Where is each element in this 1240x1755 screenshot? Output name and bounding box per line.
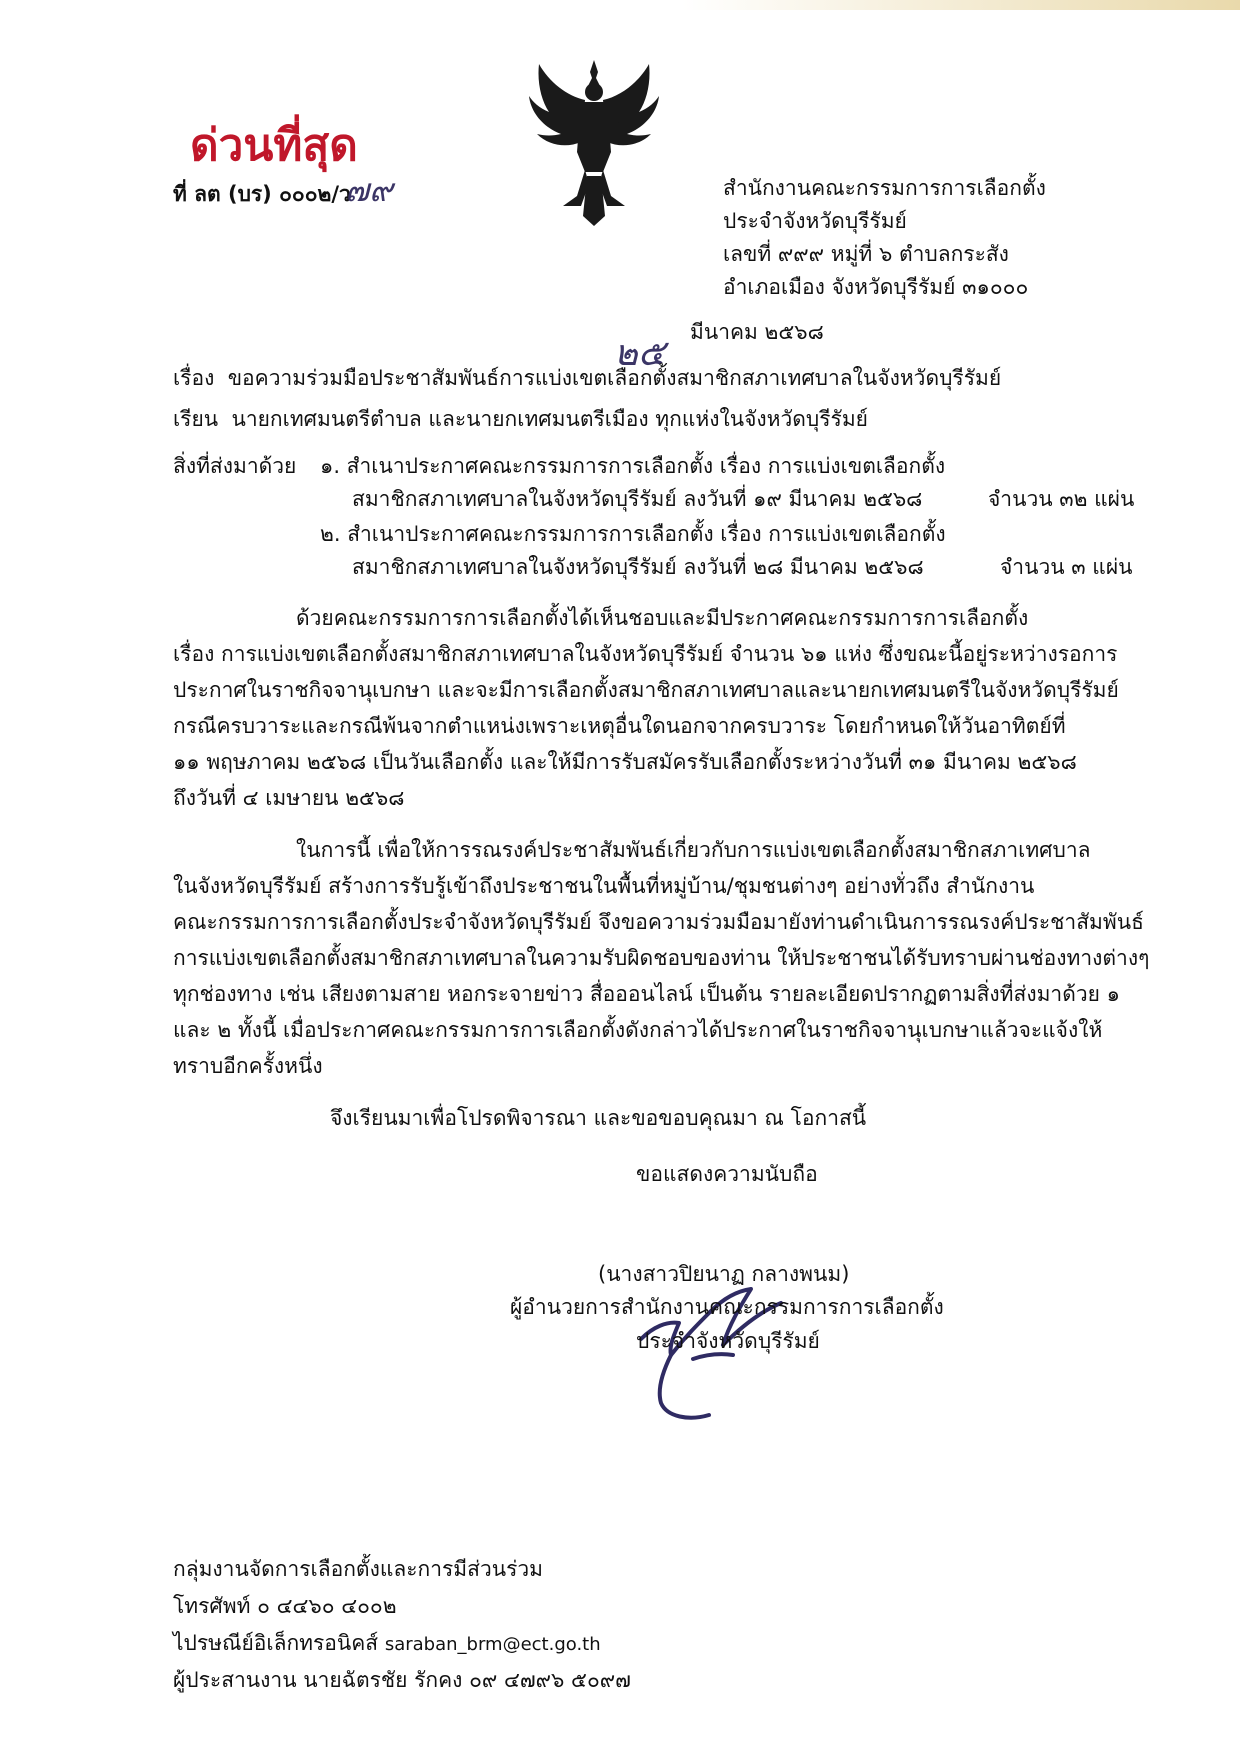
addressee-text: นายกเทศมนตรีตำบล และนายกเทศมนตรีเมือง ทุกแห่งในจังหวัดบุรีรัมย์ [231, 407, 868, 431]
body-para1-line-3: ประกาศในราชกิจจานุเบกษา และจะมีการเลือกตั้งสมาชิกสภาเทศบาลและนายกเทศมนตรีในจังหวัดบุรีรัมย์ [173, 678, 1119, 702]
attachment-2-line-2: สมาชิกสภาเทศบาลในจังหวัดบุรีรัมย์ ลงวันที่ ๒๘ มีนาคม ๒๕๖๘ [352, 555, 924, 579]
addressee-line [173, 405, 868, 433]
footer-coordinator: ผู้ประสานงาน นายฉัตรชัย รักคง ๐๙ ๔๗๙๖ ๕๐๙๗ [173, 1668, 631, 1692]
signatory-position-2: ประจำจังหวัดบุรีรัมย์ [636, 1329, 820, 1353]
date-month-year: มีนาคม ๒๕๖๘ [690, 320, 824, 344]
body-para2-line-5: ทุกช่องทาง เช่น เสียงตามสาย หอกระจายข่าว สื่อออนไลน์ เป็นต้น รายละเอียดปรากฏตามสิ่งที่ส่งมาด้วย ๑ [173, 982, 1120, 1006]
handwritten-date-day: ๒๕ [614, 333, 665, 374]
body-para2-line-1: ในการนี้ เพื่อให้การรณรงค์ประชาสัมพันธ์เกี่ยวกับการแบ่งเขตเลือกตั้งสมาชิกสภาเทศบาล [296, 838, 1091, 862]
garuda-emblem-icon [527, 56, 661, 228]
subject-text: ขอความร่วมมือประชาสัมพันธ์การแบ่งเขตเลือกตั้งสมาชิกสภาเทศบาลในจังหวัดบุรีรัมย์ [227, 366, 1002, 390]
body-para1-line-2: เรื่อง การแบ่งเขตเลือกตั้งสมาชิกสภาเทศบาลในจังหวัดบุรีรัมย์ จำนวน ๖๑ แห่ง ซึ่งขณะนี้อยู่ระหว่างรอการ [173, 642, 1118, 666]
attachments-label: สิ่งที่ส่งมาด้วย [173, 454, 297, 478]
footer-phone: โทรศัพท์ ๐ ๔๔๖๐ ๔๐๐๒ [173, 1594, 397, 1618]
body-para2-line-3: คณะกรรมการการเลือกตั้งประจำจังหวัดบุรีรัมย์ จึงขอความร่วมมือมายังท่านดำเนินการรณรงค์ประชาสัมพันธ์ [173, 910, 1144, 934]
attachment-1-line-2: สมาชิกสภาเทศบาลในจังหวัดบุรีรัมย์ ลงวันที่ ๑๙ มีนาคม ๒๕๖๘ [352, 487, 923, 511]
office-address-line-1: สำนักงานคณะกรรมการการเลือกตั้ง [723, 176, 1046, 200]
subject-label: เรื่อง [173, 366, 215, 390]
office-address-line-3: เลขที่ ๙๙๙ หมู่ที่ ๖ ตำบลกระสัง [723, 242, 1009, 266]
handwritten-reference-suffix: ๗๙ [345, 171, 393, 209]
reference-number [173, 180, 351, 208]
subject-line [173, 364, 1001, 392]
signatory-position-1: ผู้อำนวยการสำนักงานคณะกรรมการการเลือกตั้ง [510, 1295, 944, 1319]
body-para2-line-6: และ ๒ ทั้งนี้ เมื่อประกาศคณะกรรมการการเลือกตั้งดังกล่าวได้ประกาศในราชกิจจานุเบกษาแล้วจะแจ้งให้ [173, 1018, 1103, 1042]
reference-prefix: ที่ ลต (บร) ๐๐๐๒/ว [173, 182, 351, 206]
body-para2-line-7: ทราบอีกครั้งหนึ่ง [173, 1054, 323, 1078]
footer-email-label: ไปรษณีย์อิเล็กทรอนิคส์ [173, 1631, 379, 1655]
office-address-line-2: ประจำจังหวัดบุรีรัมย์ [723, 209, 907, 233]
attachment-1-line-1: ๑. สำเนาประกาศคณะกรรมการการเลือกตั้ง เรื่อง การแบ่งเขตเลือกตั้ง [320, 454, 946, 478]
attachment-2-count: จำนวน ๓ แผ่น [1000, 555, 1133, 579]
body-para1-line-1: ด้วยคณะกรรมการการเลือกตั้งได้เห็นชอบและมีประกาศคณะกรรมการการเลือกตั้ง [296, 606, 1029, 630]
signatory-name: (นางสาวปิยนาฏ กลางพนม) [598, 1262, 850, 1286]
body-para1-line-6: ถึงวันที่ ๔ เมษายน ๒๕๖๘ [173, 786, 405, 810]
urgency-stamp: ด่วนที่สุด [190, 120, 358, 171]
footer-email[interactable]: saraban_brm@ect.go.th [384, 1634, 601, 1655]
addressee-label: เรียน [173, 407, 219, 431]
footer-unit: กลุ่มงานจัดการเลือกตั้งและการมีส่วนร่วม [173, 1557, 544, 1581]
attachment-2-line-1: ๒. สำเนาประกาศคณะกรรมการการเลือกตั้ง เรื่อง การแบ่งเขตเลือกตั้ง [320, 522, 946, 546]
body-para2-line-4: การแบ่งเขตเลือกตั้งสมาชิกสภาเทศบาลในความรับผิดชอบของท่าน ให้ประชาชนได้รับทราบผ่านช่องทางต่างๆ [173, 946, 1150, 970]
body-para2-line-2: ในจังหวัดบุรีรัมย์ สร้างการรับรู้เข้าถึงประชาชนในพื้นที่หมู่บ้าน/ชุมชนต่างๆ อย่างทั่วถึง สำนักงาน [173, 874, 1035, 898]
regards: ขอแสดงความนับถือ [636, 1162, 818, 1186]
closing-sentence: จึงเรียนมาเพื่อโปรดพิจารณา และขอขอบคุณมา ณ โอกาสนี้ [330, 1106, 867, 1130]
attachment-1-count: จำนวน ๓๒ แผ่น [988, 487, 1135, 511]
body-para1-line-4: กรณีครบวาระและกรณีพ้นจากตำแหน่งเพราะเหตุอื่นใดนอกจากครบวาระ โดยกำหนดให้วันอาทิตย์ที่ [173, 714, 1066, 738]
page-edge-tint [0, 0, 1240, 10]
body-para1-line-5: ๑๑ พฤษภาคม ๒๕๖๘ เป็นวันเลือกตั้ง และให้มีการรับสมัครรับเลือกตั้งระหว่างวันที่ ๓๑ มีนาคม ๒๕๖๘ [173, 750, 1077, 774]
footer-email-line [173, 1629, 601, 1659]
office-address-line-4: อำเภอเมือง จังหวัดบุรีรัมย์ ๓๑๐๐๐ [723, 275, 1029, 299]
